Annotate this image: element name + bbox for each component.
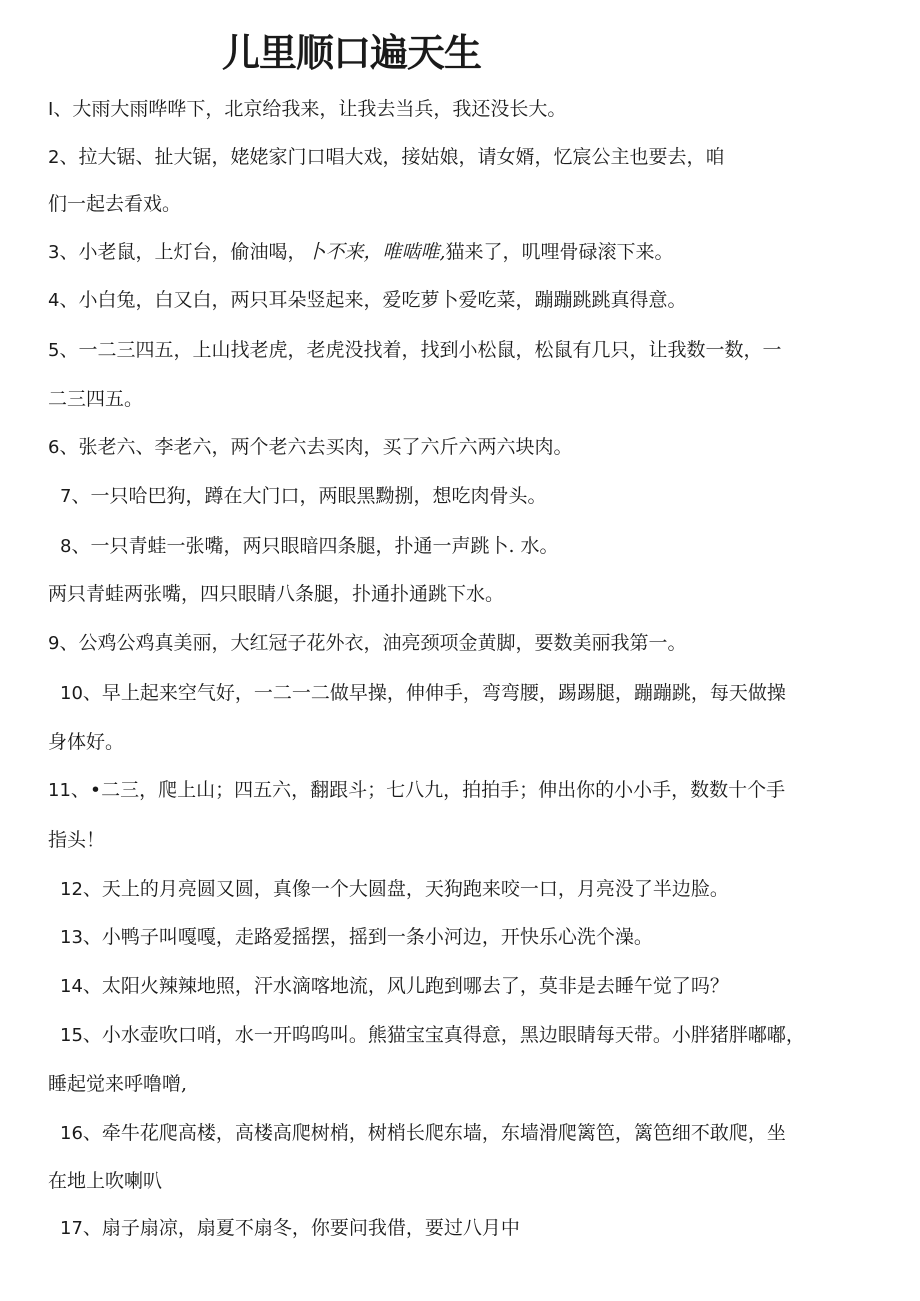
item-text: 、天上的月亮圆又圆，真像一个大圆盘，天狗跑来咬一口，月亮没了半边脸。 bbox=[82, 878, 729, 900]
item-text: 猫来了，叽哩骨碌滚下来。 bbox=[445, 241, 674, 263]
rhyme-11-continued: 指头！ bbox=[48, 829, 106, 851]
rhyme-11 bbox=[48, 776, 785, 805]
item-text: 、一二三四五，上山找老虎，老虎没找着，找到小松鼠，松鼠有几只，让我数一数，一 bbox=[59, 339, 782, 361]
rhyme-2 bbox=[48, 143, 724, 172]
item-number: 8 bbox=[60, 536, 72, 557]
item-number: 7 bbox=[60, 486, 72, 507]
item-text: 、小鸭子叫嘎嘎，走路爱摇摆，摇到一条小河边，开快乐心洗个澡。 bbox=[82, 926, 653, 948]
item-number: 12 bbox=[60, 879, 83, 900]
page-title: 儿里顺口遍天生 bbox=[222, 31, 482, 75]
rhyme-8 bbox=[60, 532, 559, 561]
item-text: 、小水壶吹口哨，水一开呜呜叫。熊猫宝宝真得意，黑边眼睛每天带。小胖猪胖嘟嘟， bbox=[82, 1024, 805, 1046]
item-text: 、拉大锯、扯大锯，姥姥家门口唱大戏，接姑娘，请女婿，忆宸公主也要去，咱 bbox=[59, 146, 725, 168]
item-text: 、•二三，爬上山；四五六，翻跟斗；七八九，拍拍手；伸出你的小小手，数数十个手 bbox=[70, 779, 786, 801]
item-number: 15 bbox=[60, 1025, 83, 1046]
rhyme-3 bbox=[48, 238, 674, 267]
item-text: 、扇子扇凉，扇夏不扇冬，你要问我借，要过八月中 bbox=[82, 1217, 520, 1239]
rhyme-6 bbox=[48, 433, 572, 462]
item-text: 、太阳火辣辣地照，汗水滴喀地流，风儿跑到哪去了，莫非是去睡午觉了吗？ bbox=[82, 975, 729, 997]
rhyme-15 bbox=[60, 1021, 805, 1050]
rhyme-13 bbox=[60, 923, 653, 952]
item-number: I bbox=[48, 99, 54, 120]
rhyme-7 bbox=[60, 482, 546, 511]
rhyme-1 bbox=[48, 95, 566, 124]
rhyme-12 bbox=[60, 875, 729, 904]
item-number: 16 bbox=[60, 1123, 83, 1144]
item-number: 3 bbox=[48, 242, 60, 263]
item-number: 2 bbox=[48, 147, 60, 168]
rhyme-10 bbox=[60, 679, 786, 708]
rhyme-15-continued: 睡起觉来呼噜噌, bbox=[48, 1073, 188, 1095]
item-number: 14 bbox=[60, 976, 83, 997]
item-text: 、一只青蛙一张嘴，两只眼暗四条腿，扑通一声跳卜. 水。 bbox=[71, 535, 559, 557]
rhyme-17 bbox=[60, 1214, 520, 1243]
item-number: 4 bbox=[48, 290, 60, 311]
item-text: 、小老鼠，上灯台，偷油喝， bbox=[59, 241, 307, 263]
rhyme-10-continued: 身体好。 bbox=[48, 731, 125, 753]
item-number: 13 bbox=[60, 927, 83, 948]
item-text: 、一只哈巴狗，蹲在大门口，两眼黑黝捌，想吃肉骨头。 bbox=[71, 485, 547, 507]
item-text-italic: 卜不来，唯啮唯, bbox=[306, 241, 446, 263]
item-text: 、早上起来空气好，一二一二做早操，伸伸手，弯弯腰，踢踢腿，蹦蹦跳，每天做操 bbox=[82, 682, 786, 704]
rhyme-5 bbox=[48, 336, 781, 365]
item-text: 、张老六、李老六，两个老六去买肉，买了六斤六两六块肉。 bbox=[59, 436, 573, 458]
item-text: 、牵牛花爬高楼，高楼高爬树梢，树梢长爬东墙，东墙滑爬篱笆，篱笆细不敢爬，坐 bbox=[82, 1122, 786, 1144]
rhyme-9 bbox=[48, 629, 686, 658]
rhyme-5-continued: 二三四五。 bbox=[48, 388, 144, 410]
rhyme-16-continued: 在地上吹喇叭 bbox=[48, 1170, 163, 1192]
item-number: 9 bbox=[48, 633, 60, 654]
rhyme-4 bbox=[48, 286, 686, 315]
item-number: 6 bbox=[48, 437, 60, 458]
item-number: 17 bbox=[60, 1218, 83, 1239]
rhyme-16 bbox=[60, 1119, 786, 1148]
rhyme-8-continued: 两只青蛙两张嘴，四只眼睛八条腿，扑通扑通跳下水。 bbox=[48, 583, 505, 605]
item-text: 、公鸡公鸡真美丽，大红冠子花外衣，油亮颈项金黄脚，要数美丽我第一。 bbox=[59, 632, 687, 654]
item-number: 10 bbox=[60, 683, 83, 704]
item-text: 、大雨大雨哗哗下，北京给我来，让我去当兵，我还没长大。 bbox=[53, 98, 567, 120]
item-text: 、小白兔，白又白，两只耳朵竖起来，爱吃萝卜爱吃菜，蹦蹦跳跳真得意。 bbox=[59, 289, 687, 311]
item-number: 11 bbox=[48, 780, 71, 801]
rhyme-2-continued: 们一起去看戏。 bbox=[48, 193, 182, 215]
item-number: 5 bbox=[48, 340, 60, 361]
rhyme-14 bbox=[60, 972, 729, 1001]
